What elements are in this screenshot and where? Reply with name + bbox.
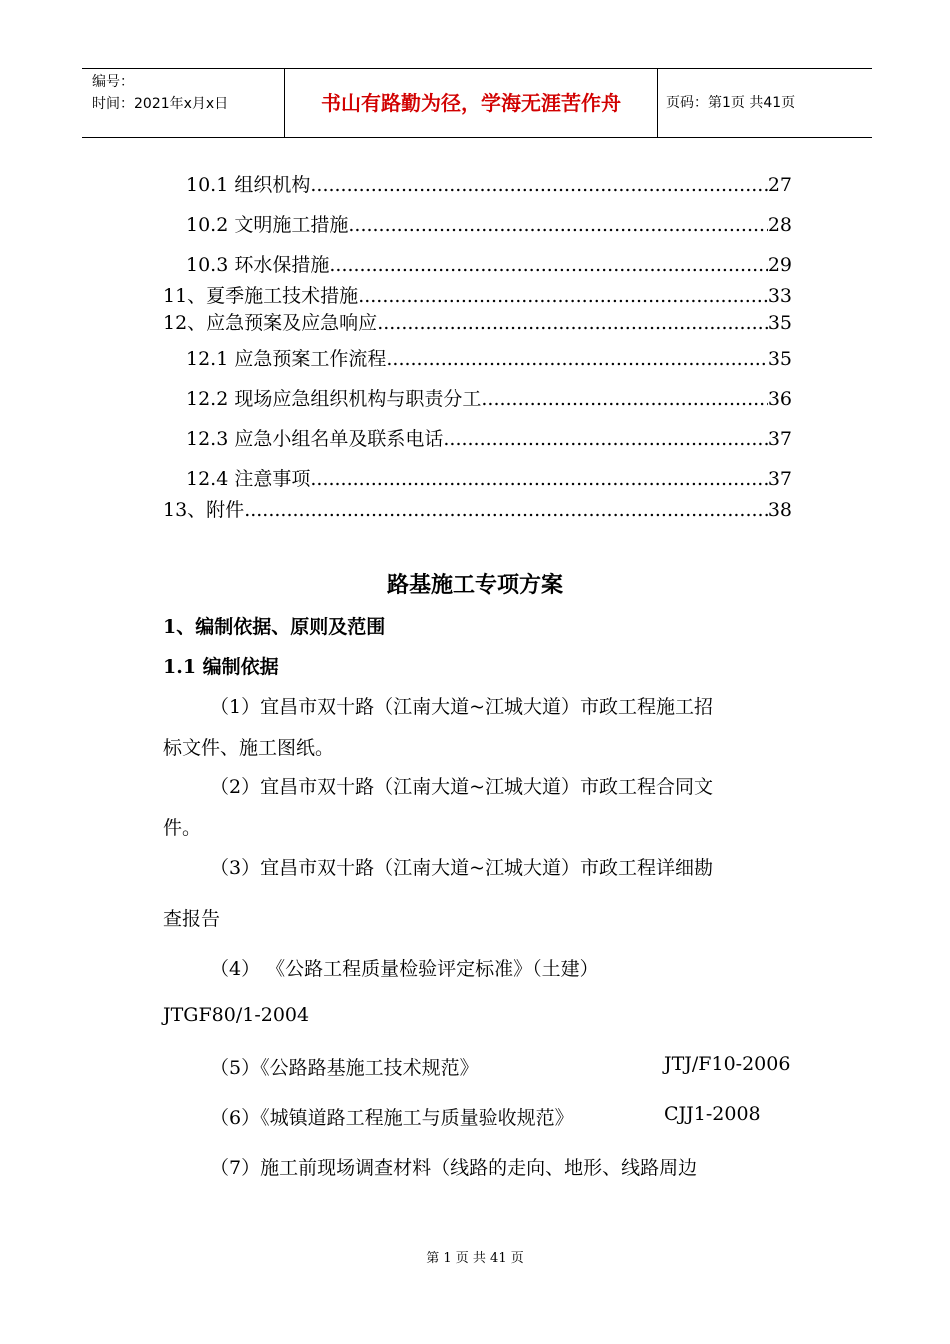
toc-entry-title: 13、附件 xyxy=(163,499,245,521)
toc-entry-page: 28 xyxy=(767,214,792,236)
toc-entry-page: 38 xyxy=(767,499,792,521)
paragraph-line: 件。 xyxy=(163,817,202,839)
toc-entry[interactable] xyxy=(163,310,792,336)
paragraph-line: （5）《公路路基施工技术规范》 xyxy=(210,1057,479,1079)
header-page-info: 页码：第1页 共41页 xyxy=(666,95,796,111)
paragraph-line: 标文件、施工图纸。 xyxy=(163,737,335,759)
toc-entry-title: 12、应急预案及应急响应 xyxy=(163,312,378,334)
standard-code: JTJ/F10-2006 xyxy=(664,1053,791,1075)
toc-entry-page: 35 xyxy=(767,348,792,370)
toc-leader xyxy=(358,283,768,309)
standard-code: JTGF80/1-2004 xyxy=(163,1004,310,1026)
toc-entry-title: 10.3 环水保措施 xyxy=(186,254,330,276)
toc-entry[interactable] xyxy=(186,212,792,238)
page-footer: 第 1 页 共 41 页 xyxy=(426,1251,524,1266)
toc-entry-page: 29 xyxy=(767,254,792,276)
subsection-heading: 1.1 编制依据 xyxy=(163,656,279,678)
page-header xyxy=(82,68,872,138)
header-motto: 书山有路勤为径，学海无涯苦作舟 xyxy=(284,69,658,137)
toc-entry-title: 12.4 注意事项 xyxy=(186,468,311,490)
toc-entry[interactable] xyxy=(186,346,792,372)
toc-entry-title: 11、夏季施工技术措施 xyxy=(163,285,359,307)
toc-entry-page: 33 xyxy=(767,285,792,307)
toc-leader xyxy=(386,346,767,372)
paragraph-line: （1）宜昌市双十路（江南大道~江城大道）市政工程施工招 xyxy=(210,696,714,718)
paragraph-line: （7）施工前现场调查材料（线路的走向、地形、线路周边 xyxy=(210,1157,698,1179)
standard-code: CJJ1-2008 xyxy=(664,1103,761,1125)
toc-entry-page: 35 xyxy=(767,312,792,334)
paragraph-line: （4） 《公路工程质量检验评定标准》（土建） xyxy=(210,958,599,980)
paragraph-line: （2）宜昌市双十路（江南大道~江城大道）市政工程合同文 xyxy=(210,776,714,798)
toc-entry-title: 10.1 组织机构 xyxy=(186,174,311,196)
toc-entry[interactable] xyxy=(186,172,792,198)
toc-leader xyxy=(377,310,768,336)
toc-entry-title: 12.3 应急小组名单及联系电话 xyxy=(186,428,444,450)
paragraph-line: （3）宜昌市双十路（江南大道~江城大道）市政工程详细勘 xyxy=(210,857,714,879)
paragraph-line: 查报告 xyxy=(163,908,221,930)
number-label: 编号： xyxy=(92,74,134,90)
toc-entry[interactable] xyxy=(186,252,792,278)
toc-leader xyxy=(443,426,767,452)
toc-entry[interactable] xyxy=(186,466,792,492)
toc-entry-title: 10.2 文明施工措施 xyxy=(186,214,349,236)
toc-entry-page: 27 xyxy=(767,174,792,196)
time-label: 时间：2021年x月x日 xyxy=(92,96,229,112)
toc-entry-page: 36 xyxy=(767,388,792,410)
section-heading: 1、编制依据、原则及范围 xyxy=(163,616,386,638)
toc-leader xyxy=(348,212,767,238)
paragraph-line: （6）《城镇道路工程施工与质量验收规范》 xyxy=(210,1107,574,1129)
toc-entry-page: 37 xyxy=(767,428,792,450)
document-title: 路基施工专项方案 xyxy=(386,572,563,598)
toc-entry-page: 37 xyxy=(767,468,792,490)
toc-entry[interactable] xyxy=(163,283,792,309)
toc-entry[interactable] xyxy=(186,426,792,452)
toc-entry-title: 12.2 现场应急组织机构与职责分工 xyxy=(186,388,482,410)
toc-leader xyxy=(244,497,768,523)
toc-entry[interactable] xyxy=(186,386,792,412)
toc-leader xyxy=(329,252,767,278)
toc-leader xyxy=(310,466,767,492)
toc-leader xyxy=(310,172,767,198)
toc-entry[interactable] xyxy=(163,497,792,523)
header-meta xyxy=(82,69,284,137)
toc-leader xyxy=(481,386,767,412)
toc-entry-title: 12.1 应急预案工作流程 xyxy=(186,348,387,370)
